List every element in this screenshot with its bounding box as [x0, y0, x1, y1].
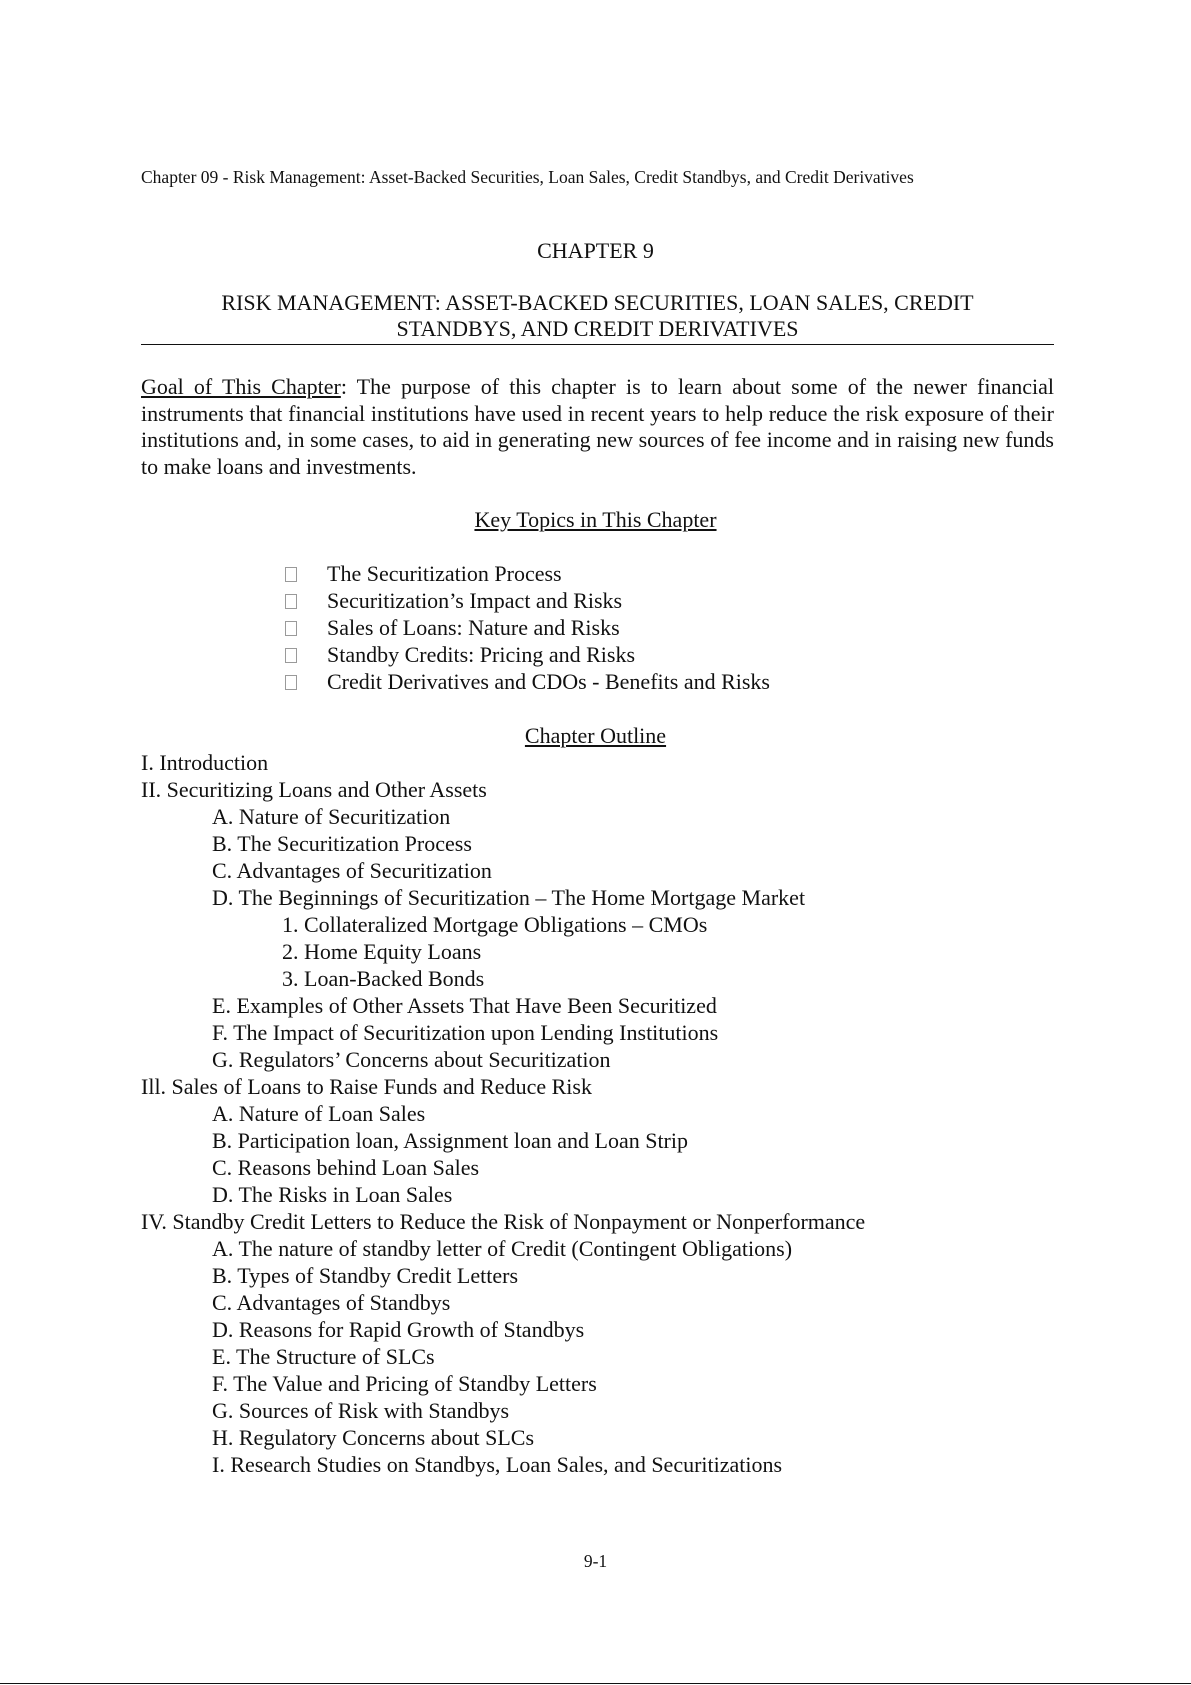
page-bottom-divider [0, 1683, 1191, 1684]
bullet-icon [285, 594, 297, 609]
bullet-icon [285, 567, 297, 582]
chapter-number: CHAPTER 9 [537, 238, 654, 263]
running-header: Chapter 09 - Risk Management: Asset-Backed Securities, Loan Sales, Credit Standbys, and Credit Derivatives [141, 167, 914, 187]
outline-item: E. The Structure of SLCs [212, 1344, 435, 1369]
outline-item: I. Research Studies on Standbys, Loan Sales, and Securitizations [212, 1452, 783, 1477]
key-topic-text: Sales of Loans: Nature and Risks [327, 615, 620, 640]
outline-item: G. Regulators’ Concerns about Securitization [212, 1047, 611, 1072]
outline-item: B. The Securitization Process [212, 831, 472, 856]
outline-item: B. Participation loan, Assignment loan and Loan Strip [212, 1128, 688, 1153]
outline-item: D. Reasons for Rapid Growth of Standbys [212, 1317, 585, 1342]
key-topic-item [285, 587, 770, 614]
outline-item: D. The Risks in Loan Sales [212, 1182, 453, 1207]
chapter-title-line-1: RISK MANAGEMENT: ASSET-BACKED SECURITIES, LOAN SALES, CREDIT [221, 290, 974, 315]
outline-item: A. Nature of Loan Sales [212, 1101, 426, 1126]
outline-item: H. Regulatory Concerns about SLCs [212, 1425, 535, 1450]
key-topic-text: The Securitization Process [327, 561, 562, 586]
key-topic-item [285, 560, 770, 587]
chapter-outline [141, 749, 1091, 1478]
outline-item: IV. Standby Credit Letters to Reduce the Risk of Nonpayment or Nonperformance [141, 1209, 866, 1234]
chapter-title-line-2: STANDBYS, AND CREDIT DERIVATIVES [396, 316, 799, 341]
bullet-icon [285, 648, 297, 663]
outline-item: G. Sources of Risk with Standbys [212, 1398, 509, 1423]
outline-item: F. The Impact of Securitization upon Lending Institutions [212, 1020, 719, 1045]
outline-item: F. The Value and Pricing of Standby Letters [212, 1371, 597, 1396]
outline-item: C. Advantages of Securitization [212, 858, 492, 883]
outline-item: A. Nature of Securitization [212, 804, 451, 829]
key-topic-item [285, 614, 770, 641]
goal-text: : The purpose of this chapter is to learn about some of the newer financial instruments that financial institutions have used in recent years to help reduce the risk exposure of their institutions and, in some cases, to aid in generating new sources of fee income and in raising new funds to make loans and investments. [141, 374, 1054, 479]
chapter-outline-heading: Chapter Outline [524, 723, 667, 748]
outline-item: Ill. Sales of Loans to Raise Funds and Reduce Risk [141, 1074, 592, 1099]
key-topic-text: Credit Derivatives and CDOs - Benefits and Risks [327, 669, 770, 694]
outline-item: II. Securitizing Loans and Other Assets [141, 777, 487, 802]
key-topics-list [285, 560, 770, 695]
page-number: 9-1 [583, 1551, 608, 1571]
outline-item: B. Types of Standby Credit Letters [212, 1263, 519, 1288]
bullet-icon [285, 621, 297, 636]
bullet-icon [285, 675, 297, 690]
outline-item: A. The nature of standby letter of Credit (Contingent Obligations) [212, 1236, 793, 1261]
outline-item: C. Advantages of Standbys [212, 1290, 451, 1315]
goal-label: Goal of This Chapter [141, 374, 341, 399]
outline-item: C. Reasons behind Loan Sales [212, 1155, 480, 1180]
key-topic-item [285, 668, 770, 695]
outline-item: I. Introduction [141, 750, 269, 775]
outline-item: 1. Collateralized Mortgage Obligations – CMOs [282, 912, 708, 937]
outline-item: 3. Loan-Backed Bonds [282, 966, 485, 991]
outline-item: D. The Beginnings of Securitization – The Home Mortgage Market [212, 885, 806, 910]
key-topic-item [285, 641, 770, 668]
key-topics-heading: Key Topics in This Chapter [474, 507, 717, 532]
chapter-title [141, 290, 1054, 345]
key-topic-text: Securitization’s Impact and Risks [327, 588, 623, 613]
chapter-goal-paragraph [141, 374, 1054, 480]
outline-item: 2. Home Equity Loans [282, 939, 482, 964]
outline-item: E. Examples of Other Assets That Have Been Securitized [212, 993, 717, 1018]
key-topic-text: Standby Credits: Pricing and Risks [327, 642, 635, 667]
